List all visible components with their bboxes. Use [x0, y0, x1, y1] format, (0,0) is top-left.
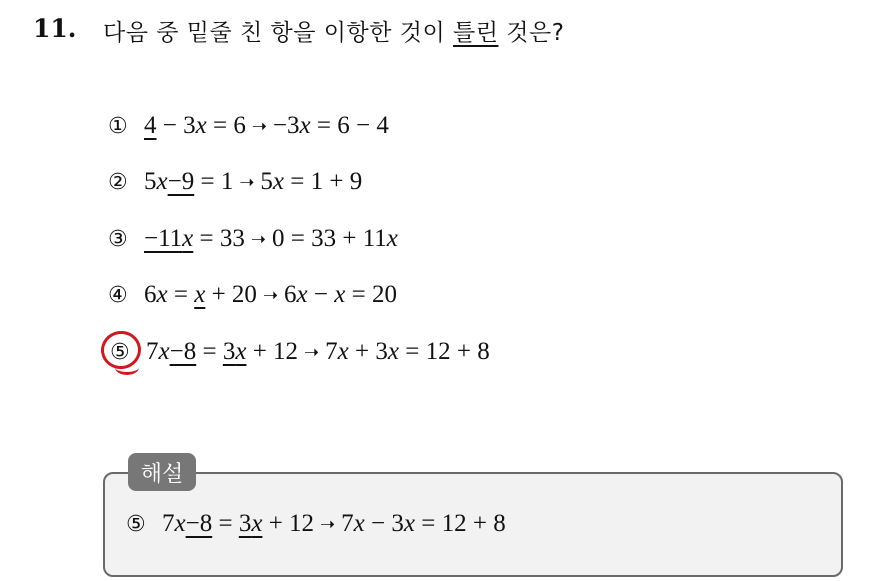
- equation-term: = 33: [193, 225, 245, 252]
- arrow-icon: ➝: [250, 228, 266, 250]
- choice-2[interactable]: [108, 165, 362, 199]
- equation-term: =: [212, 510, 239, 537]
- equation-term: −8: [169, 338, 197, 365]
- equation-term: x: [156, 168, 168, 195]
- answer-mark-tail: [115, 360, 139, 375]
- equation-term: 6: [144, 281, 157, 308]
- question-text-after: 것은?: [498, 20, 565, 46]
- equation-term: + 12: [262, 510, 315, 537]
- choice-marker: ②: [108, 169, 128, 195]
- equation-term: 3: [238, 510, 252, 537]
- solution-marker: ⑤: [126, 511, 146, 537]
- solution-label: 해설: [128, 453, 196, 491]
- equation-term: =: [196, 338, 223, 365]
- equation-result: 7x − 3x = 12 + 8: [341, 510, 506, 537]
- arrow-icon: ➝: [304, 341, 320, 363]
- choice-marker: ⑤: [110, 339, 130, 365]
- choice-marker: ①: [108, 113, 128, 139]
- equation-term: =: [167, 281, 195, 308]
- equation-term: + 20: [205, 281, 257, 308]
- equation-term: 7: [146, 338, 159, 365]
- arrow-icon: ➝: [262, 284, 279, 306]
- choice-5[interactable]: [110, 335, 490, 369]
- equation-term: x: [194, 281, 206, 308]
- equation-term: x: [156, 281, 168, 308]
- equation-term: 5: [144, 168, 157, 195]
- equation-result: 5x = 1 + 9: [260, 168, 363, 195]
- equation-term: + 12: [246, 338, 299, 365]
- equation-result: 0 = 33 + 11x: [271, 225, 398, 252]
- equation-term: x: [251, 510, 263, 537]
- equation-term: −11: [144, 225, 183, 252]
- equation-result: −3x = 6 − 4: [272, 112, 389, 139]
- choice-marker: ④: [108, 282, 128, 308]
- equation-term: x: [174, 510, 186, 537]
- question-text: [103, 14, 564, 47]
- question-text-underlined: 틀린: [453, 20, 499, 46]
- choice-1[interactable]: [108, 109, 389, 143]
- equation-term: 3: [222, 338, 236, 365]
- choice-3[interactable]: [108, 222, 398, 256]
- equation-term: x: [158, 338, 170, 365]
- equation-term: − 3: [156, 112, 196, 139]
- equation-term: = 1: [194, 168, 234, 195]
- choice-4[interactable]: [108, 278, 397, 312]
- equation-result: 6x − x = 20: [284, 281, 397, 308]
- equation-term: −8: [185, 510, 213, 537]
- arrow-icon: ➝: [320, 513, 336, 535]
- choice-marker: ③: [108, 226, 128, 252]
- equation-term: −9: [167, 168, 195, 195]
- equation-term: x: [235, 338, 247, 365]
- question-text-before: 다음 중 밑줄 친 항을 이항한 것이: [103, 20, 454, 46]
- equation-term: 4: [144, 112, 157, 139]
- equation-term: 7: [162, 510, 175, 537]
- question-number: 11.: [33, 14, 77, 43]
- equation-term: x: [182, 225, 194, 252]
- equation-term: x: [195, 112, 207, 139]
- arrow-icon: ➝: [251, 115, 267, 137]
- equation-result: 7x + 3x = 12 + 8: [325, 338, 490, 365]
- solution-equation: [126, 507, 506, 541]
- arrow-icon: ➝: [239, 171, 255, 193]
- equation-term: = 6: [206, 112, 246, 139]
